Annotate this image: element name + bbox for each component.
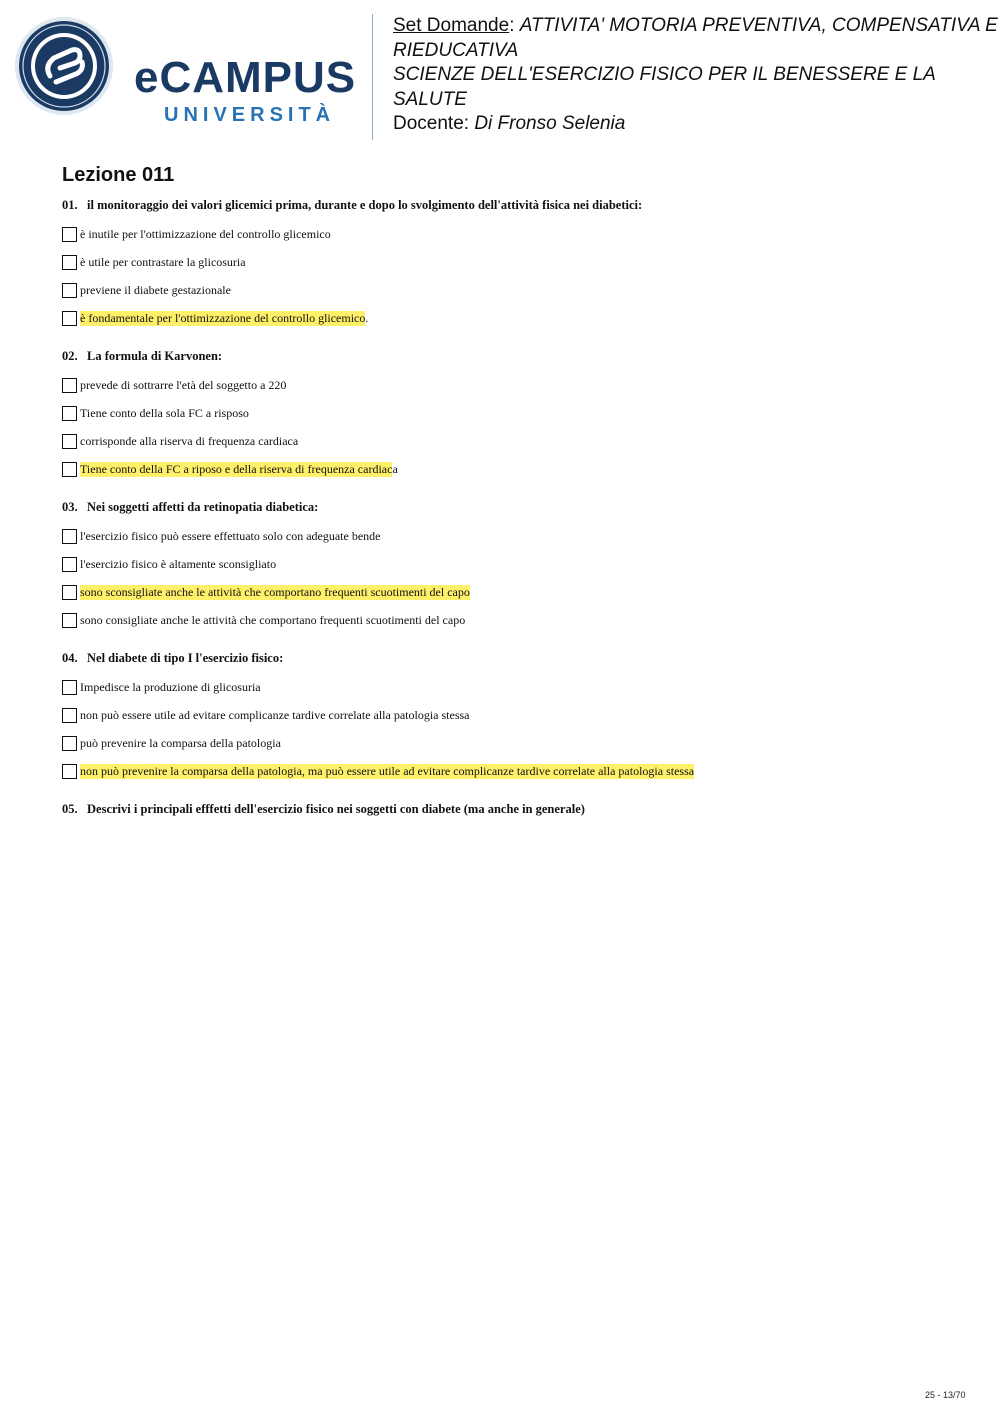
question-text: 02. La formula di Karvonen: [62,349,223,363]
question-block [62,197,962,332]
question-text: 05. Descrivi i principali efffetti dell'esercizio fisico nei soggetti con diabete (ma anche in generale) [62,802,585,816]
answer-option[interactable] [62,248,962,276]
option-label: è inutile per l'ottimizzazione del controllo glicemico [80,226,331,241]
university-seal-icon [14,16,114,116]
checkbox[interactable] [62,585,77,600]
checkbox[interactable] [62,311,77,326]
answer-option[interactable] [62,701,962,729]
option-label: non può essere utile ad evitare complicanze tardive correlate alla patologia stessa [80,707,470,722]
teacher-line [393,112,1000,137]
ecampus-logo [14,16,359,126]
question-number: 03. [62,500,78,514]
question-number: 04. [62,651,78,665]
brand-name: eCAMPUS [134,53,357,102]
option-label: corrisponde alla riserva di frequenza cardiaca [80,433,299,448]
question-text: 03. Nei soggetti affetti da retinopatia diabetica: [62,500,319,514]
lesson-title: Lezione 011 [62,164,175,186]
option-label: può prevenire la comparsa della patologia [80,735,281,750]
question-text: 04. Nel diabete di tipo I l'esercizio fisico: [62,651,284,665]
question-block [62,801,962,817]
answer-option[interactable] [62,371,962,399]
checkbox[interactable] [62,406,77,421]
brand-subtitle: UNIVERSITÀ [164,104,336,126]
answer-option[interactable] [62,399,962,427]
option-label: l'esercizio fisico è altamente sconsigliato [80,556,277,571]
checkbox[interactable] [62,434,77,449]
answer-option[interactable] [62,550,962,578]
question-block [62,650,962,785]
option-label: prevede di sottrarre l'età del soggetto a 220 [80,377,287,392]
question-text: 01. il monitoraggio dei valori glicemici prima, durante e dopo lo svolgimento dell'attività fisica nei diabetici: [62,198,643,212]
option-label: Tiene conto della sola FC a risposo [80,405,249,420]
checkbox[interactable] [62,378,77,393]
question-number: 02. [62,349,78,363]
option-label-highlighted: sono sconsigliate anche le attività che comportano frequenti scuotimenti del capo [80,584,470,599]
checkbox[interactable] [62,227,77,242]
answer-option[interactable] [62,729,962,757]
option-label: sono consigliate anche le attività che comportano frequenti scuotimenti del capo [80,612,466,627]
answer-option[interactable] [62,673,962,701]
set-label: Set Domande [393,15,510,36]
header-divider [372,14,373,140]
option-label: l'esercizio fisico può essere effettuato solo con adeguate bende [80,528,381,543]
answer-option-correct[interactable] [62,757,962,785]
answer-option[interactable] [62,276,962,304]
option-label: Impedisce la produzione di glicosuria [80,679,261,694]
option-suffix: a [392,461,398,476]
option-label: previene il diabete gestazionale [80,282,231,297]
answer-option[interactable] [62,220,962,248]
option-label: è utile per contrastare la glicosuria [80,254,246,269]
question-number: 05. [62,802,78,816]
teacher-name: Di Fronso Selenia [474,113,626,134]
checkbox[interactable] [62,557,77,572]
course-name: SCIENZE DELL'ESERCIZIO FISICO PER IL BENESSERE E LA SALUTE [393,64,936,110]
answer-option-correct[interactable] [62,578,962,606]
checkbox[interactable] [62,462,77,477]
checkbox[interactable] [62,736,77,751]
option-label-highlighted: Tiene conto della FC a riposo e della riserva di frequenza cardiac [80,461,393,476]
checkbox[interactable] [62,255,77,270]
checkbox[interactable] [62,529,77,544]
answer-option[interactable] [62,427,962,455]
question-block [62,348,962,483]
set-title: ATTIVITA' MOTORIA PREVENTIVA, COMPENSATIVA E RIEDUCATIVA [393,15,998,61]
checkbox[interactable] [62,708,77,723]
set-title-line: Set Domande: ATTIVITA' MOTORIA PREVENTIVA, COMPENSATIVA E RIEDUCATIVA [393,15,998,61]
checkbox[interactable] [62,283,77,298]
answer-option[interactable] [62,522,962,550]
answer-option-correct[interactable] [62,304,962,332]
answer-option-correct[interactable] [62,455,962,483]
question-block [62,499,962,634]
checkbox[interactable] [62,764,77,779]
checkbox[interactable] [62,613,77,628]
option-label-highlighted: è fondamentale per l'ottimizzazione del controllo glicemico [80,310,366,325]
teacher-label: Docente: [393,113,470,134]
question-number: 01. [62,198,78,212]
answer-option[interactable] [62,606,962,634]
checkbox[interactable] [62,680,77,695]
option-suffix: . [365,310,369,325]
header-info [393,14,1000,137]
option-label-highlighted: non può prevenire la comparsa della patologia, ma può essere utile ad evitare complicanze tardive correlate alla patologia stessa [80,763,695,778]
course-line [393,63,1000,112]
page-number: 25 - 13/70 [925,1390,966,1400]
